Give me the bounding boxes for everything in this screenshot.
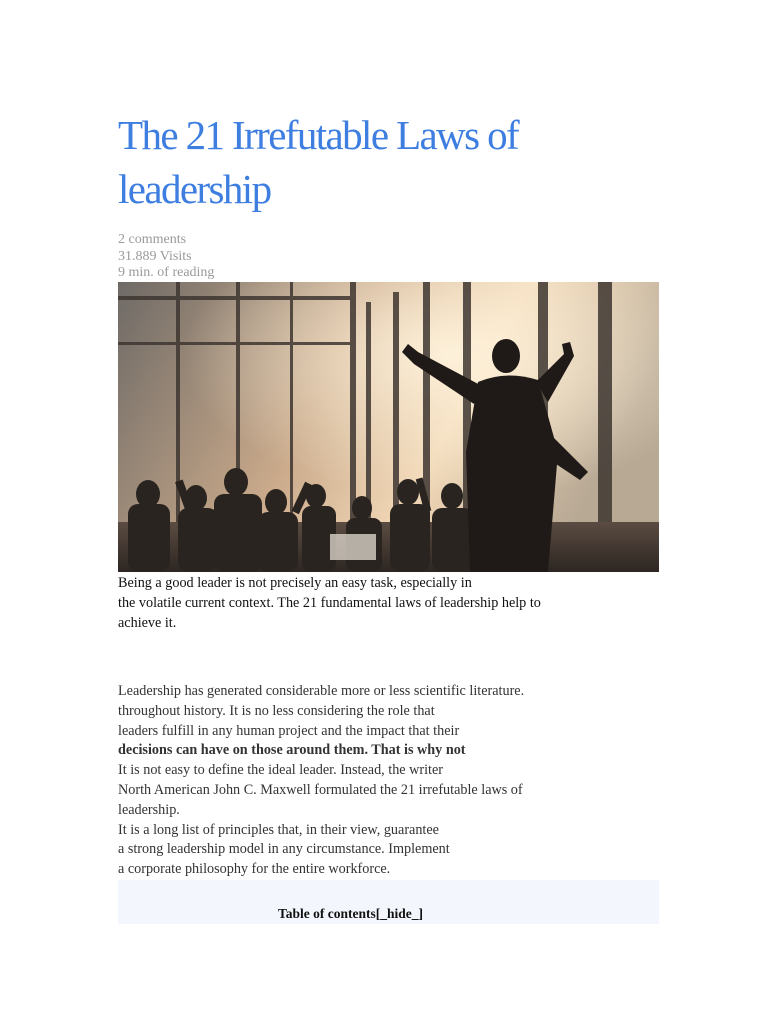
body-line: leaders fulfill in any human project and the impact that their (118, 722, 460, 739)
article-intro (118, 573, 659, 633)
article-body (118, 682, 659, 880)
body-line: leadership. (118, 801, 180, 818)
body-line: It is not easy to define the ideal leader. Instead, the writer (118, 762, 444, 779)
intro-line: the volatile current context. The 21 fundamental laws of leadership help to (118, 595, 541, 611)
body-line: a strong leadership model in any circumstance. Implement (118, 841, 450, 858)
body-line: It is a long list of principles that, in their view, guarantee (118, 821, 439, 838)
toc-toggle[interactable]: Table of contents[_hide_] (278, 906, 424, 921)
body-line-bold: decisions can have on those around them. That is why not (118, 742, 466, 759)
hero-photo (118, 282, 659, 572)
table-of-contents (118, 880, 659, 924)
intro-line: achieve it. (118, 615, 177, 631)
visits-count: 31.889 Visits (118, 248, 192, 264)
body-line: Leadership has generated considerable more or less scientific literature. (118, 683, 525, 699)
hero-image (118, 282, 659, 572)
body-line: North American John C. Maxwell formulated the 21 irrefutable laws of (118, 781, 523, 798)
reading-time: 9 min. of reading (118, 265, 215, 280)
intro-line: Being a good leader is not precisely an easy task, especially in (118, 575, 472, 591)
body-line: throughout history. It is no less considering the role that (118, 702, 435, 719)
article-title: The 21 Irrefutable Laws of leadership (118, 112, 519, 212)
body-line: a corporate philosophy for the entire workforce. (118, 861, 391, 878)
article-meta (118, 232, 214, 282)
comments-count[interactable]: 2 comments (118, 232, 187, 247)
